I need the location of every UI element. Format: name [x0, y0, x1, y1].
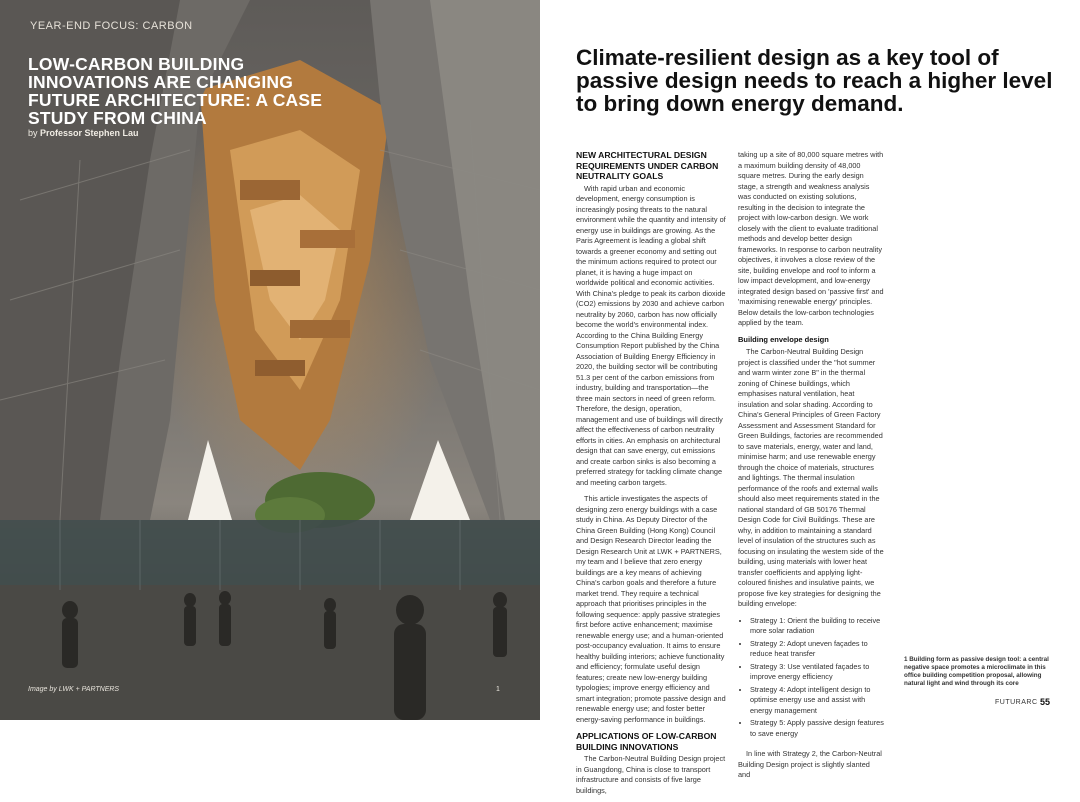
magazine-footer-brand: FUTURARC: [995, 699, 1038, 706]
byline-author: Professor Stephen Lau: [40, 128, 139, 138]
body-paragraph: This article investigates the aspects of designing zero energy buildings with a case study in China. As Deputy Director of the China Green Building (Hong Kong) Council and Design Research Director leading the Design Research Unit at LWK + PARTNERS, my team and I believe that zero energy buildings are a key means of achieving China's carbon goals and therefore a future market trend. They require a technical approach that prioritises principles in the following sequence: apply passive strategies first before active enhancement; maximise renewable energy use; and a human-oriented post-occupancy evaluation. It aims to ensure healthy building interiors; achieve functionality and efficiency; formulate useful design features; create new low-energy building typologies; improve energy efficiency and smart integration; promote passive design and renewable energy use; and foster better energy-saving performance in buildings.: [576, 494, 726, 724]
list-item: • Strategy 1: Orient the building to receive more solar radiation: [750, 616, 884, 637]
image-credit: Image by LWK + PARTNERS: [28, 686, 120, 693]
list-item: • Strategy 5: Apply passive design features to save energy: [750, 718, 884, 739]
text-column-1: [576, 150, 726, 802]
article-text-page: [540, 0, 1080, 795]
figure-caption: 1 Building form as passive design tool: a central negative space promotes a microclimate in this office building competition proposal, allowing natural light and wind through its core: [904, 656, 1049, 687]
article-headline: LOW-CARBON BUILDING INNOVATIONS ARE CHANGING FUTURE ARCHITECTURE: A CASE STUDY FROM CHINA: [28, 54, 323, 128]
section-heading-requirements: NEW ARCHITECTURAL DESIGN REQUIREMENTS UNDER CARBON NEUTRALITY GOALS: [576, 150, 719, 181]
byline: [28, 128, 139, 138]
cover-photo-page: [0, 0, 540, 720]
pull-quote-deck: Climate-resilient design as a key tool of passive design needs to reach a higher level to bring down energy demand.: [576, 45, 1053, 116]
body-paragraph: The Carbon-Neutral Building Design project in Guangdong, China is close to transport infrastructure and consists of five large buildings,: [576, 754, 726, 795]
strategy-list: [738, 616, 884, 740]
body-paragraph: The Carbon-Neutral Building Design project is classified under the "hot summer and warm winter zone B" in the thermal zoning of Chinese buildings, which emphasises natural ventilation, heat insulation and solar shading. According to China's General Principles of Green Factory Assessment and Assessment Standard for Green Buildings, factories are recommended to save materials, energy, water and land, minimise harm; and use renewable energy through the choice of materials, structures and lightings. The thermal insulation performance of the roofs and external walls should also meet requirements stated in the national standard of GB 50176 Thermal Design Code for Civil Buildings. These are why, in addition to maintaining a standard level of insulation of the structures such as focusing on insulating the western side of the building, using materials with lower heat transfer coefficients and applying light-coloured finishes and insulative paints, we propose five key strategies for designing the building envelope:: [738, 347, 884, 608]
body-paragraph: With rapid urban and economic development, energy consumption is increasingly posing threats to the natural environment while the quantity and intensity of energy use in buildings are growing. As the Paris Agreement is leading a global shift towards a greener economy and setting out the minimum actions required to protect our planet, it is having a huge impact on worldwide political and economic activities. With China's pledge to peak its carbon dioxide (CO2) emissions by 2030 and achieve carbon neutrality by 2060, carbon has now officially become the world's environmental index. According to the China Building Energy Consumption Report published by the China Association of Building Energy Efficiency in 2020, the building sector will be contributing 51.3 per cent of the carbon emissions from industry, building and transportation—the three main sectors in need of green reform. Therefore, the design, operation, management and use of buildings will directly affect the effectiveness of carbon neutrality efforts in cities. An emphasis on architectural design that can save energy, cut emissions and create carbon sinks is also becoming a preferred strategy for tackling climate change and meeting carbon targets.: [576, 183, 726, 487]
list-item: • Strategy 4: Adopt intelligent design to optimise energy use and assist with energy management: [750, 685, 884, 717]
list-item: • Strategy 3: Use ventilated façades to improve energy efficiency: [750, 662, 884, 683]
figure-number: 1: [496, 686, 500, 693]
byline-prefix: by: [28, 128, 38, 138]
section-heading-applications: APPLICATIONS OF LOW-CARBON BUILDING INNOVATIONS: [576, 731, 717, 752]
text-column-2: [738, 150, 884, 787]
subheading-building-envelope: Building envelope design: [738, 334, 829, 344]
section-kicker: YEAR-END FOCUS: CARBON: [30, 20, 193, 32]
page-number: 55: [1040, 697, 1051, 707]
body-paragraph: In line with Strategy 2, the Carbon-Neutral Building Design project is slightly slanted and: [738, 749, 882, 779]
list-item: • Strategy 2: Adopt uneven façades to reduce heat transfer: [750, 639, 884, 660]
body-paragraph: taking up a site of 80,000 square metres with a maximum building density of 48,000 square metres. During the early design stage, a strength and weakness analysis was conducted on existing solutions, resulting in the decision to integrate the project with low-carbon design. We work closely with the client to evaluate traditional methods and develop better design frameworks. In response to carbon neutrality objectives, it involves a close review of the site, building envelope and roof to inform a low impact development, and low-energy integrated design based on 'passive first' and 'maximising renewable energy' principles. Below details the low-carbon technologies applied by the team.: [738, 150, 884, 327]
